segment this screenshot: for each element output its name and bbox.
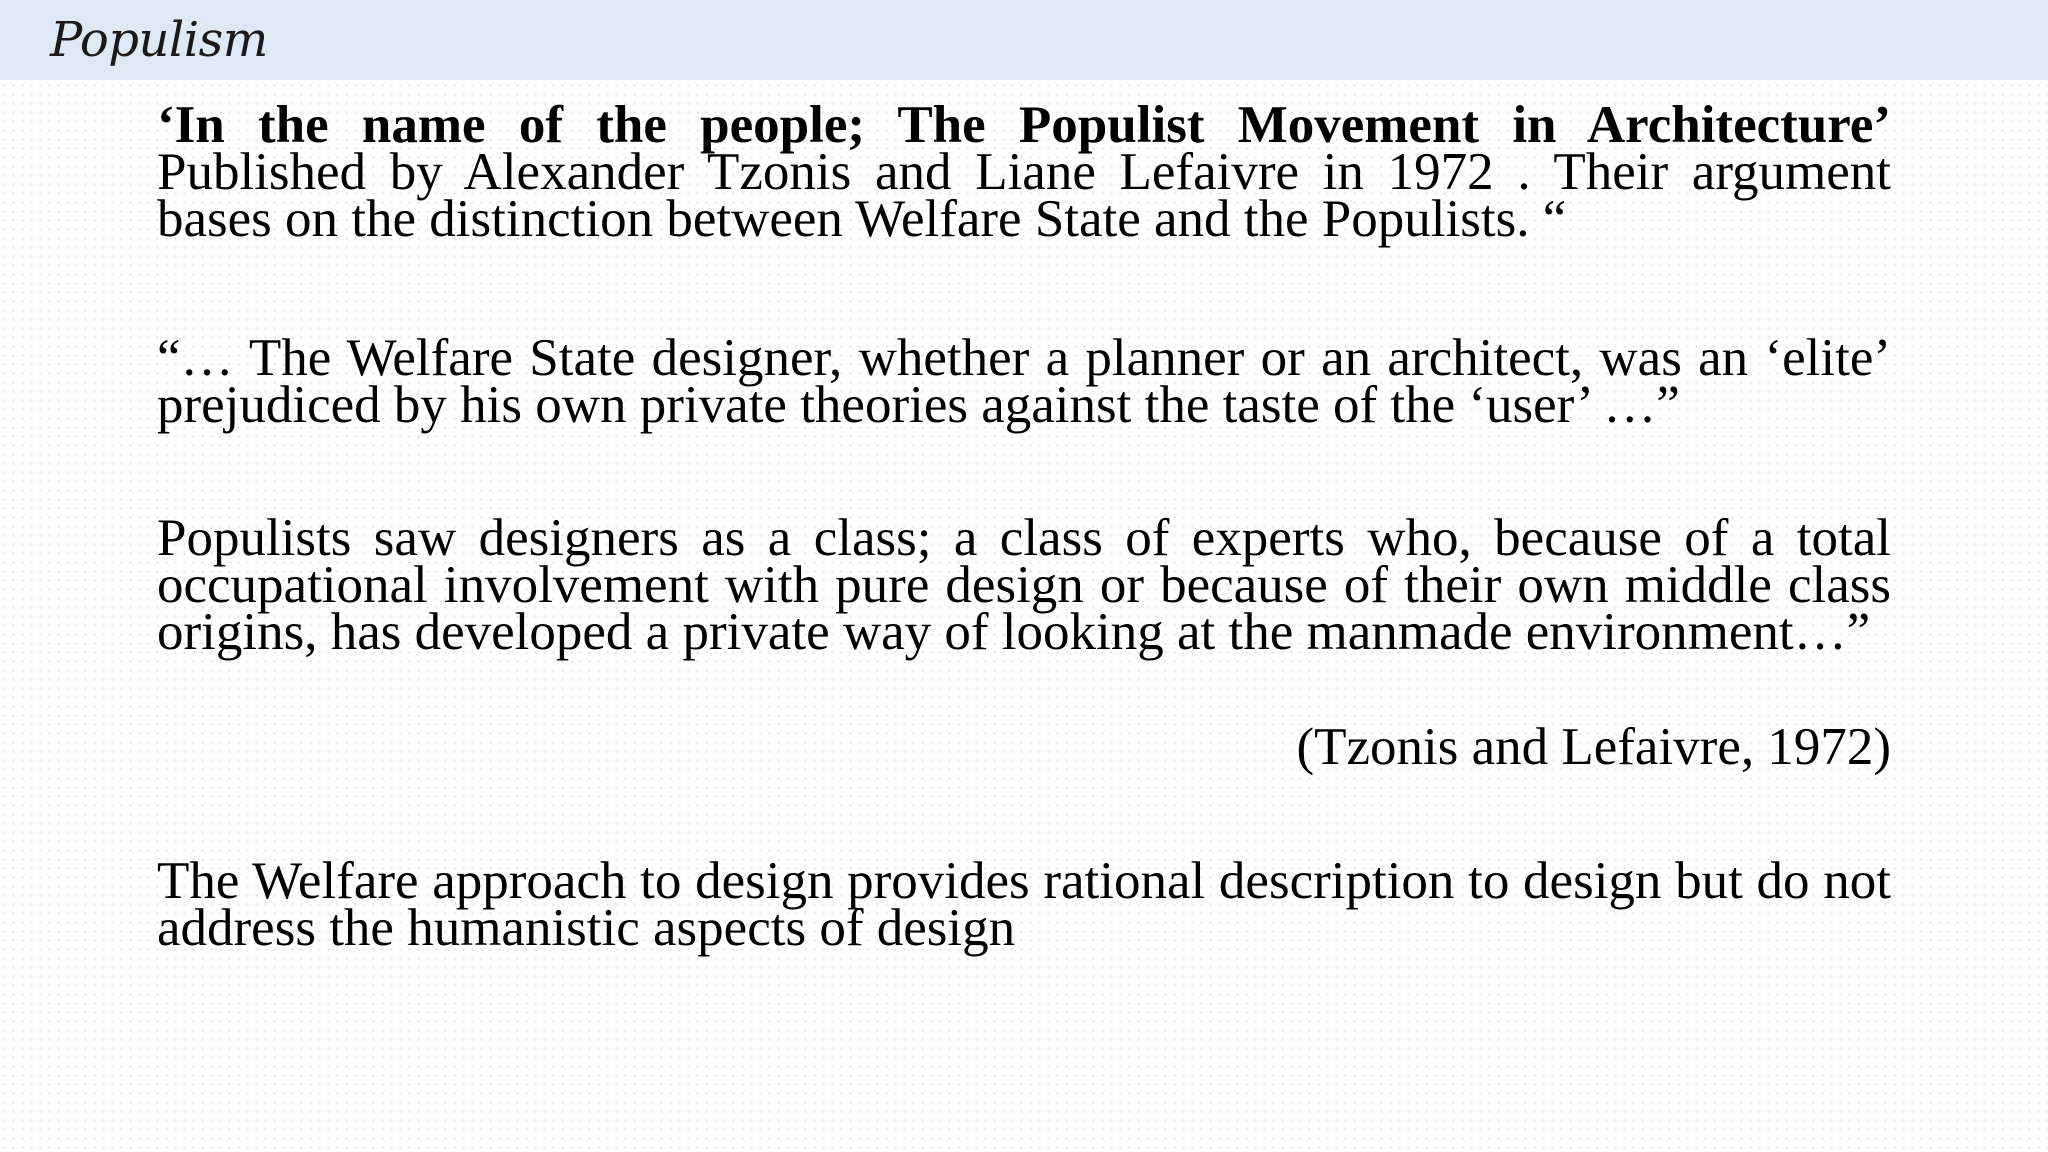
quote-paragraph-1: “… The Welfare State designer, whether a planner or an architect, was an ‘elite’ prejudiced by his own private theories against the taste of the ‘user’ …” (157, 329, 1891, 434)
intro-paragraph (157, 96, 1891, 248)
slide-title: Populism (50, 12, 268, 68)
slide-title-bar (0, 0, 2048, 80)
intro-text: Published by Alexander Tzonis and Liane Lefaivre in 1972 . Their argument bases on the distinction between Welfare State and the Populists. “ (157, 143, 1891, 248)
citation: (Tzonis and Lefaivre, 1972) (1296, 718, 1891, 776)
book-title: ‘In the name of the people; The Populist Movement in Architecture’ (157, 96, 1891, 154)
conclusion-paragraph: The Welfare approach to design provides rational description to design but do not address the humanistic aspects of design (157, 852, 1891, 957)
quote-paragraph-2: Populists saw designers as a class; a class of experts who, because of a total occupational involvement with pure design or because of their own middle class origins, has developed a private way of looking at the manmade environment…” (157, 509, 1891, 661)
